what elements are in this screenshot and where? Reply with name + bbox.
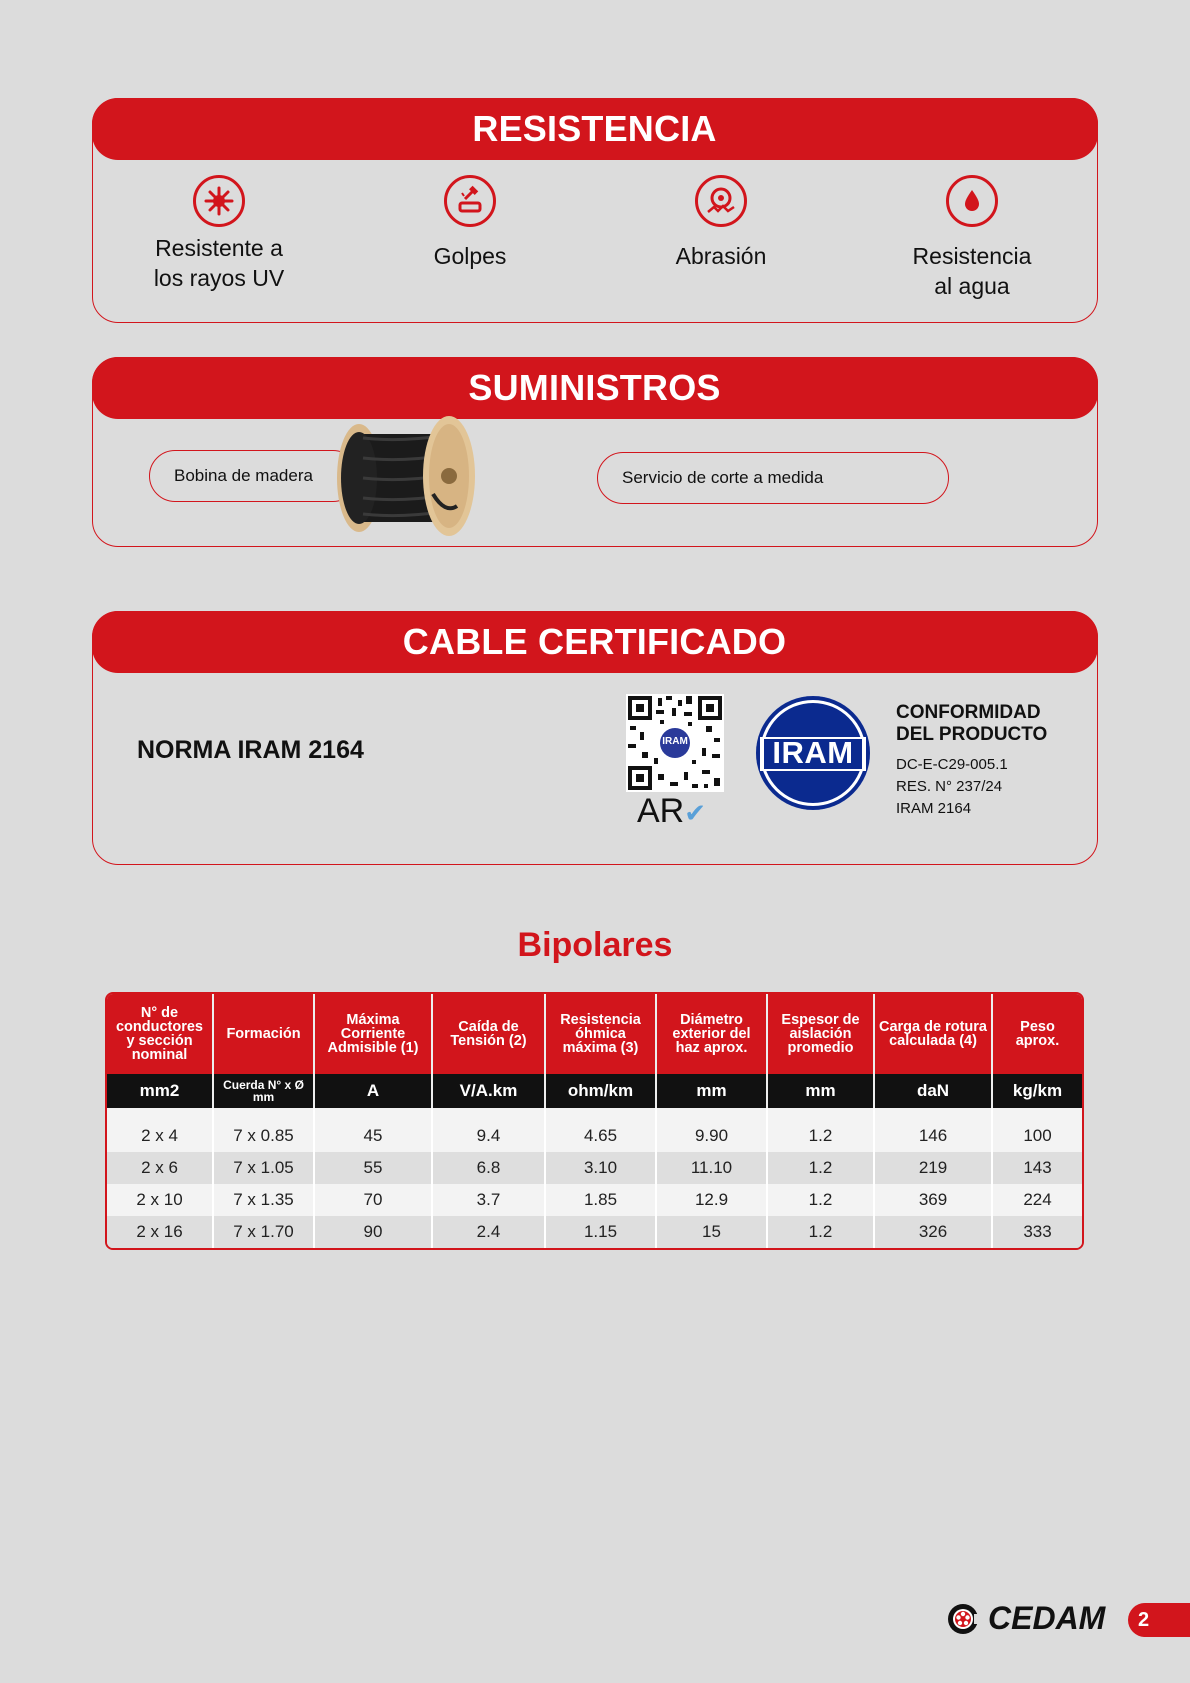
table-row	[107, 1184, 1082, 1216]
col-header: Formación	[214, 994, 315, 1074]
col-header: Espesor de aislación promedio	[768, 994, 875, 1074]
spacer-row	[107, 1108, 1082, 1120]
cell: 2 x 10	[107, 1184, 214, 1216]
cell: 7 x 1.35	[214, 1184, 315, 1216]
feature-uv-line2: los rayos UV	[153, 265, 285, 291]
cell: 9.4	[433, 1120, 546, 1152]
col-header: Caída de Tensión (2)	[433, 994, 546, 1074]
cell: 1.2	[768, 1216, 875, 1248]
certificado-section	[92, 611, 1098, 865]
cell: 11.10	[657, 1152, 768, 1184]
unit-cell: mm	[768, 1074, 875, 1108]
certificado-title: CABLE CERTIFICADO	[92, 611, 1098, 673]
feature-abrasion	[621, 175, 821, 271]
unit-cell: Cuerda N° x Ø mm	[214, 1074, 315, 1108]
col-header: Diámetro exterior del haz aprox.	[657, 994, 768, 1074]
corte-pill	[597, 452, 949, 504]
cell: 70	[315, 1184, 433, 1216]
cell: 224	[993, 1184, 1082, 1216]
unit-cell: V/A.km	[433, 1074, 546, 1108]
unit-cell: ohm/km	[546, 1074, 657, 1108]
cell: 1.15	[546, 1216, 657, 1248]
brand-name: CEDAM	[988, 1600, 1106, 1636]
units-row	[107, 1074, 1082, 1108]
conformidad-block	[896, 702, 1047, 820]
conformidad-title-2: DEL PRODUCTO	[896, 724, 1048, 745]
cell: 45	[315, 1120, 433, 1152]
cell: 100	[993, 1120, 1082, 1152]
resistencia-section	[92, 98, 1098, 323]
header-row	[107, 994, 1082, 1074]
impact-icon	[444, 175, 496, 227]
cert-iram: IRAM 2164	[896, 800, 972, 817]
col-header: Peso aprox.	[993, 994, 1082, 1074]
cell: 219	[875, 1152, 993, 1184]
feature-abrasion-label: Abrasión	[675, 243, 767, 269]
resistencia-title: RESISTENCIA	[92, 98, 1098, 160]
unit-cell: kg/km	[993, 1074, 1082, 1108]
table-row	[107, 1216, 1082, 1248]
cell: 333	[993, 1216, 1082, 1248]
cell: 326	[875, 1216, 993, 1248]
cell: 9.90	[657, 1120, 768, 1152]
uv-icon	[193, 175, 245, 227]
cell: 2 x 4	[107, 1120, 214, 1152]
feature-golpes	[370, 175, 570, 271]
unit-cell: mm	[657, 1074, 768, 1108]
feature-agua-line2: al agua	[934, 273, 1010, 299]
conformidad-title-1: CONFORMIDAD	[896, 702, 1041, 723]
feature-uv	[119, 175, 319, 293]
ar-label: AR	[637, 792, 685, 830]
ar-mark	[637, 792, 706, 831]
corte-label: Servicio de corte a medida	[622, 468, 824, 487]
cell: 2.4	[433, 1216, 546, 1248]
qr-badge-label: IRAM	[662, 736, 688, 747]
cell: 6.8	[433, 1152, 546, 1184]
page-number-tab	[1128, 1603, 1190, 1637]
suministros-title: SUMINISTROS	[92, 357, 1098, 419]
table-row	[107, 1120, 1082, 1152]
cell: 3.7	[433, 1184, 546, 1216]
bobina-label: Bobina de madera	[174, 466, 313, 485]
unit-cell: daN	[875, 1074, 993, 1108]
cell: 3.10	[546, 1152, 657, 1184]
cert-code: DC-E-C29-005.1	[896, 756, 1008, 773]
cell: 2 x 6	[107, 1152, 214, 1184]
cell: 1.2	[768, 1152, 875, 1184]
cable-reel-image	[329, 414, 479, 545]
iram-logo-text: IRAM	[772, 735, 854, 770]
col-header: N° de conductores y sección nominal	[107, 994, 214, 1074]
abrasion-icon	[695, 175, 747, 227]
feature-agua-line1: Resistencia	[912, 243, 1032, 269]
unit-cell: A	[315, 1074, 433, 1108]
specs-table	[105, 992, 1084, 1250]
iram-logo	[756, 696, 870, 810]
table-title: Bipolares	[517, 926, 673, 964]
cell: 1.2	[768, 1120, 875, 1152]
cell: 143	[993, 1152, 1082, 1184]
cell: 369	[875, 1184, 993, 1216]
page-number: 2	[1138, 1608, 1150, 1631]
cell: 90	[315, 1216, 433, 1248]
cell: 4.65	[546, 1120, 657, 1152]
cedam-icon	[946, 1602, 986, 1636]
col-header: Carga de rotura calculada (4)	[875, 994, 993, 1074]
suministros-section	[92, 357, 1098, 547]
check-icon: ✔	[684, 798, 707, 828]
cell: 7 x 0.85	[214, 1120, 315, 1152]
feature-agua	[872, 175, 1072, 301]
cell: 2 x 16	[107, 1216, 214, 1248]
cell: 12.9	[657, 1184, 768, 1216]
feature-golpes-label: Golpes	[433, 243, 507, 269]
qr-code	[626, 694, 724, 792]
cert-res: RES. N° 237/24	[896, 778, 1003, 795]
unit-cell: mm2	[107, 1074, 214, 1108]
bobina-pill	[149, 450, 359, 502]
water-drop-icon	[946, 175, 998, 227]
cell: 1.2	[768, 1184, 875, 1216]
col-header: Máxima Corriente Admisible (1)	[315, 994, 433, 1074]
cell: 7 x 1.05	[214, 1152, 315, 1184]
cell: 15	[657, 1216, 768, 1248]
feature-uv-line1: Resistente a	[155, 235, 283, 261]
cell: 55	[315, 1152, 433, 1184]
table-row	[107, 1152, 1082, 1184]
cell: 146	[875, 1120, 993, 1152]
brand-logo	[946, 1600, 1105, 1637]
cell: 1.85	[546, 1184, 657, 1216]
norma-label: NORMA IRAM 2164	[137, 736, 364, 764]
cell: 7 x 1.70	[214, 1216, 315, 1248]
col-header: Resistencia óhmica máxima (3)	[546, 994, 657, 1074]
